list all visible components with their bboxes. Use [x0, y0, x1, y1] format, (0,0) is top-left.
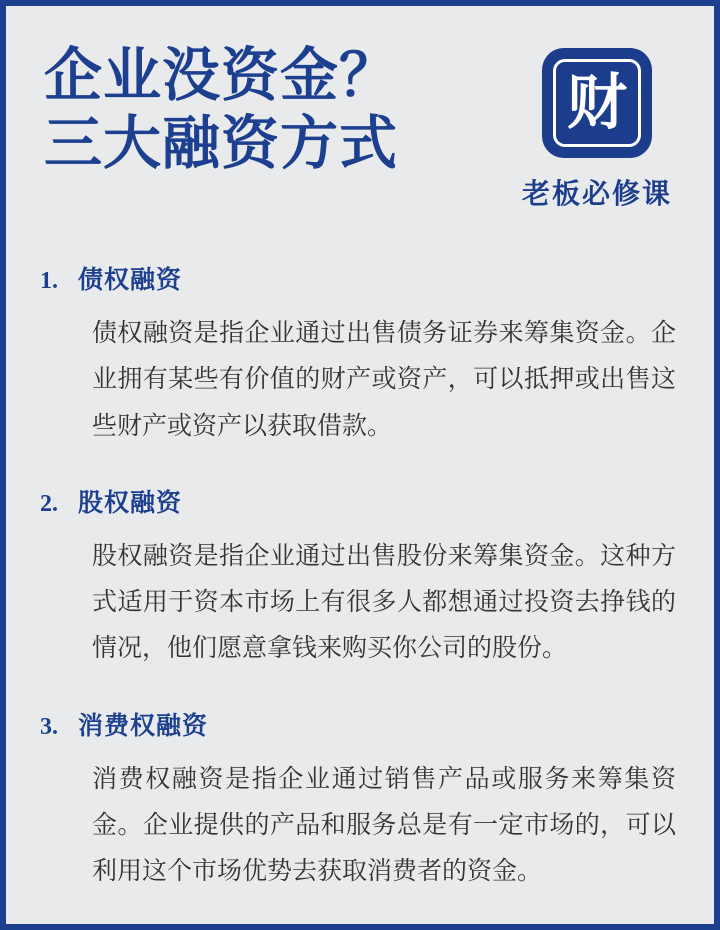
title-line-1: 企业没资金？ [44, 43, 399, 108]
list-item-title: 债权融资 [78, 266, 183, 294]
logo-glyph: 财 [566, 68, 627, 138]
list-item [40, 260, 680, 449]
list-item-number: 2. [40, 490, 58, 517]
brand-logo [522, 42, 680, 212]
list-item-number: 3. [40, 713, 58, 740]
list-item-body: 消费权融资是指企业通过销售产品或服务来筹集资金。企业提供的产品和服务总是有一定市场的，可以利用这个市场优势去获取消费者的资金。 [92, 764, 676, 885]
title-line-2: 三大融资方式 [44, 111, 399, 177]
list-item-heading [40, 483, 680, 519]
logo-caption: 老板必修课 [521, 178, 672, 209]
list-item-body: 债权融资是指企业通过出售债务证券来筹集资金。企业拥有某些有价值的财产或资产，可以抵押或出售这些财产或资产以获取借款。 [92, 319, 676, 440]
list-item [40, 706, 680, 895]
logo-badge-icon [542, 48, 652, 158]
list-item-title: 消费权融资 [78, 711, 209, 740]
poster-title [40, 42, 398, 179]
list-item [40, 483, 680, 672]
list-item-heading [40, 706, 680, 742]
list-item-heading [40, 260, 680, 296]
poster-header [40, 32, 680, 212]
list-container [40, 260, 680, 894]
list-item-number: 1. [40, 268, 58, 294]
list-item-title: 股权融资 [78, 488, 183, 517]
list-item-body: 股权融资是指企业通过出售股份来筹集资金。这种方式适用于资本市场上有很多人都想通过投资去挣钱的情况，他们愿意拿钱来购买你公司的股份。 [92, 541, 676, 663]
